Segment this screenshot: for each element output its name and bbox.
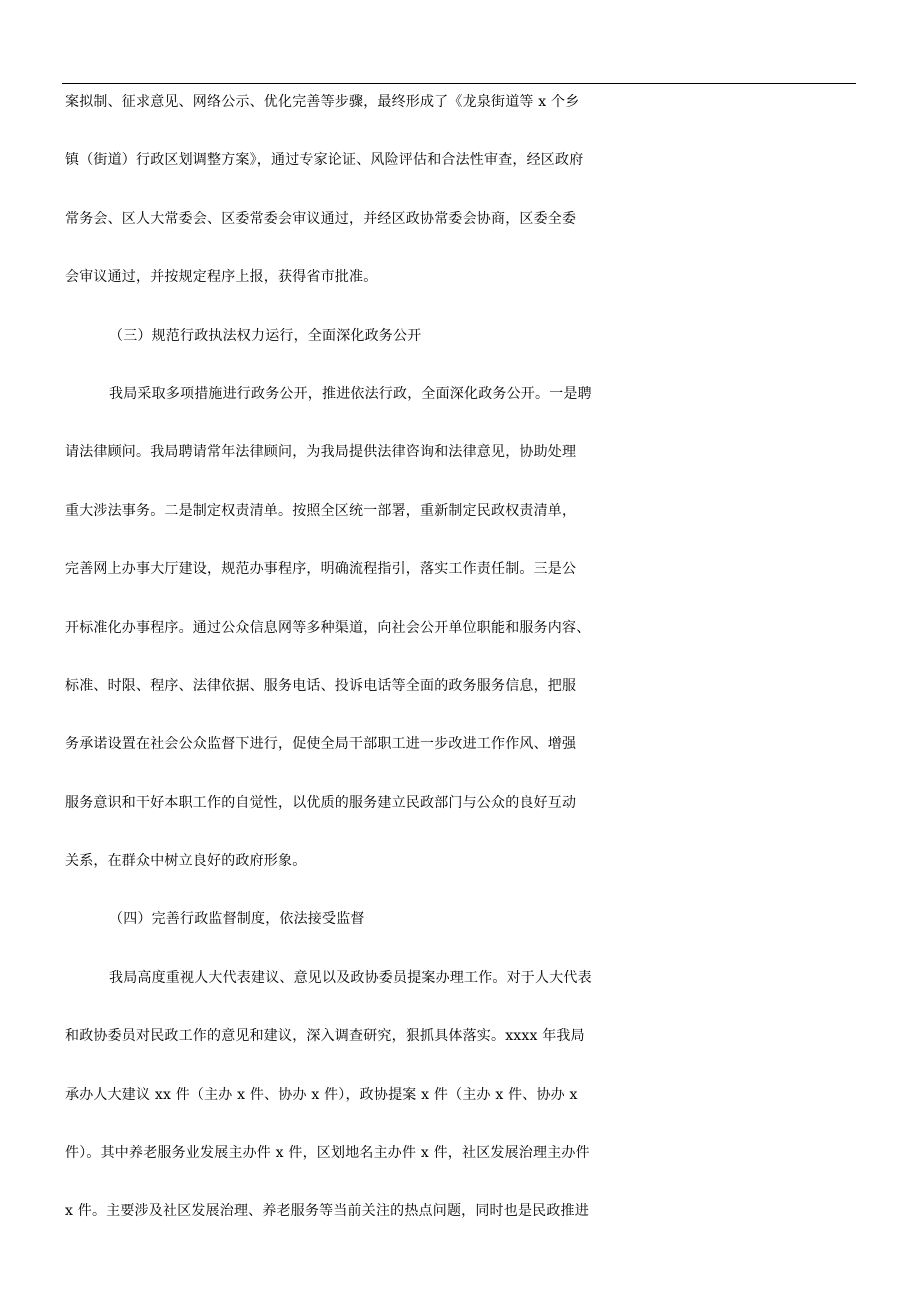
text-line: 我局采取多项措施进行政务公开，推进依法行政，全面深化政务公开。一是聘 [109,385,592,402]
text-line: （四）完善行政监督制度，依法接受监督 [109,911,365,928]
text-line: 案拟制、征求意见、网络公示、优化完善等步骤，最终形成了《龙泉街道等 x 个乡 [65,94,580,110]
text-line: x 件。主要涉及社区发展治理、养老服务等当前关注的热点问题，同时也是民政推进 [65,1203,589,1220]
text-line: （三）规范行政执法权力运行，全面深化政务公开 [109,327,422,344]
text-line: 关系，在群众中树立良好的政府形象。 [65,853,307,870]
text-line: 件）。其中养老服务业发展主办件 x 件，区划地名主办件 x 件，社区发展治理主办件 [65,1145,590,1162]
body-text [65,84,865,1252]
text-line: 常务会、区人大常委会、区委常委会审议通过，并经区政协常委会协商，区委全委 [65,210,577,227]
text-line: 承办人大建议 xx 件（主办 x 件、协办 x 件），政协提案 x 件（主办 x 件、协办 x [65,1086,578,1103]
text-line: 重大涉法事务。二是制定权责清单。按照全区统一部署，重新制定民政权责清单， [65,502,577,519]
text-line: 请法律顾问。我局聘请常年法律顾问，为我局提供法律咨询和法律意见，协助处理 [65,444,577,461]
text-line: 会审议通过，并按规定程序上报，获得省市批准。 [65,269,378,286]
text-line: 服务意识和干好本职工作的自觉性，以优质的服务建立民政部门与公众的良好互动 [65,794,577,811]
text-line: 标准、时限、程序、法律依据、服务电话、投诉电话等全面的政务服务信息，把服 [65,677,577,694]
text-line: 和政协委员对民政工作的意见和建议，深入调查研究，狠抓具体落实。xxxx 年我局 [65,1028,585,1045]
text-line: 我局高度重视人大代表建议、意见以及政协委员提案办理工作。对于人大代表 [109,969,592,986]
text-line: 开标准化办事程序。通过公众信息网等多种渠道，向社会公开单位职能和服务内容、 [65,619,591,636]
text-line: 完善网上办事大厅建设，规范办事程序，明确流程指引，落实工作责任制。三是公 [65,561,577,578]
text-line: 镇（街道）行政区划调整方案》，通过专家论证、风险评估和合法性审查，经区政府 [65,152,584,169]
text-line: 务承诺设置在社会公众监督下进行，促使全局干部职工进一步改进工作作风、增强 [65,736,577,753]
